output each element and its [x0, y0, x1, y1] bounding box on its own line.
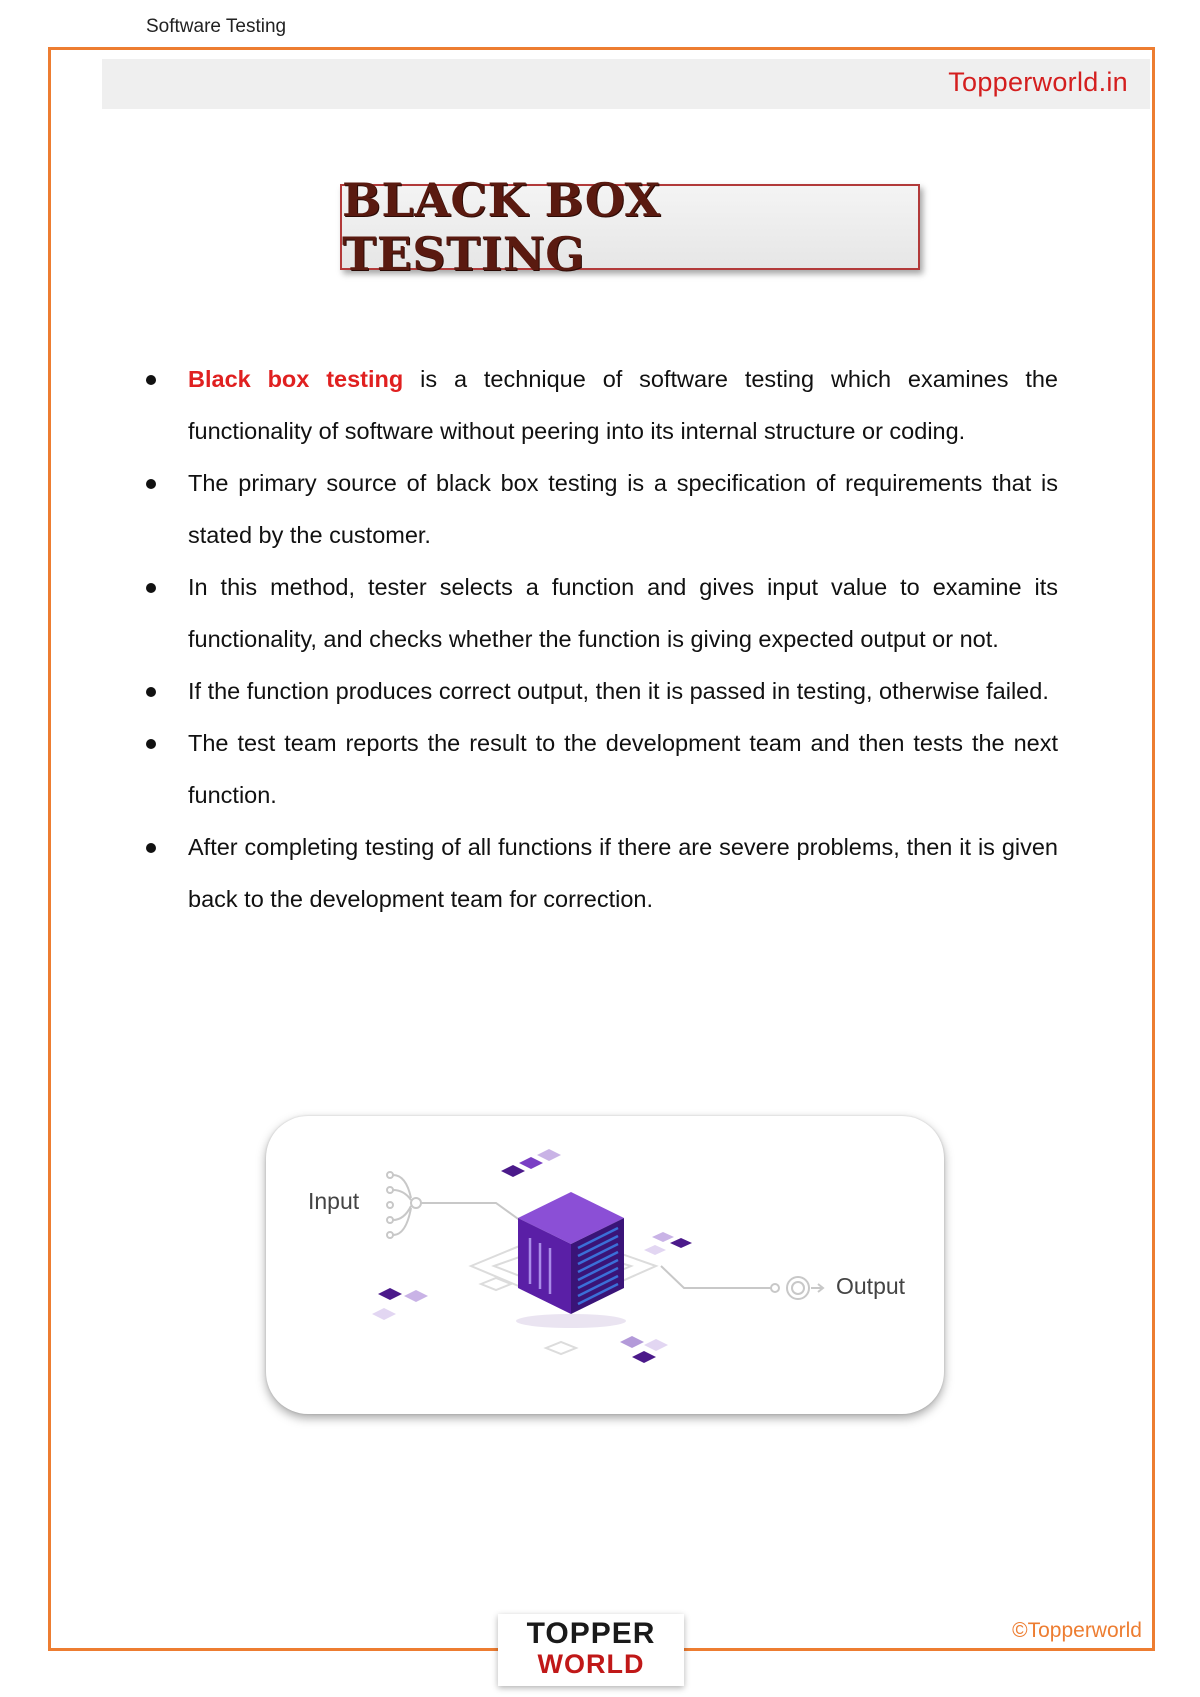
bullet-icon — [146, 739, 156, 749]
list-item — [188, 457, 1058, 561]
decorative-diamond-icon — [372, 1288, 428, 1320]
list-item — [188, 353, 1058, 457]
highlighted-term: Black box testing — [188, 366, 404, 392]
title-box — [340, 173, 920, 281]
list-item-text: If the function produces correct output, then it is passed in testing, otherwise failed. — [188, 678, 1049, 704]
site-name[interactable]: Topperworld.in — [948, 67, 1128, 97]
bullet-icon — [146, 375, 156, 385]
decorative-diamond-icon — [620, 1336, 668, 1363]
topperworld-logo — [498, 1614, 684, 1686]
logo-top-text: TOPPER — [526, 1617, 656, 1650]
copyright-notice: ©Topperworld — [1012, 1619, 1142, 1642]
page-title: BLACK BOX TESTING — [342, 173, 661, 281]
list-item-text: After completing testing of all functions if there are severe problems, then it is given back to the development team for correction. — [188, 834, 1058, 912]
site-banner — [102, 59, 1150, 109]
black-box-cube-icon — [516, 1192, 626, 1328]
list-item — [188, 821, 1058, 925]
list-item-text: The primary source of black box testing is a specification of requirements that is stated by the customer. — [188, 470, 1058, 548]
list-item-text: The test team reports the result to the development team and then tests the next function. — [188, 730, 1058, 808]
diagram-graphic — [266, 1116, 944, 1414]
list-item — [188, 561, 1058, 665]
list-item — [188, 717, 1058, 821]
output-label: Output — [836, 1273, 906, 1299]
black-box-diagram — [266, 1116, 944, 1414]
input-connector-icon — [387, 1172, 521, 1238]
bullet-icon — [146, 583, 156, 593]
list-item — [188, 665, 1058, 717]
decorative-diamond-icon — [501, 1149, 561, 1177]
logo-bottom-text: WORLD — [537, 1649, 645, 1679]
decorative-diamond-icon — [644, 1232, 692, 1255]
bullet-icon — [146, 687, 156, 697]
output-connector-icon — [661, 1266, 823, 1299]
bullet-list — [188, 353, 1058, 925]
list-item-text: In this method, tester selects a function and gives input value to examine its functionality, and checks whether the function is giving expected output or not. — [188, 574, 1058, 652]
running-header: Software Testing — [146, 16, 287, 37]
list-item-text: is a technique of software testing which examines the functionality of software without peering into its internal structure or coding. — [188, 366, 1059, 444]
bullet-icon — [146, 843, 156, 853]
input-label: Input — [308, 1188, 360, 1214]
bullet-icon — [146, 479, 156, 489]
